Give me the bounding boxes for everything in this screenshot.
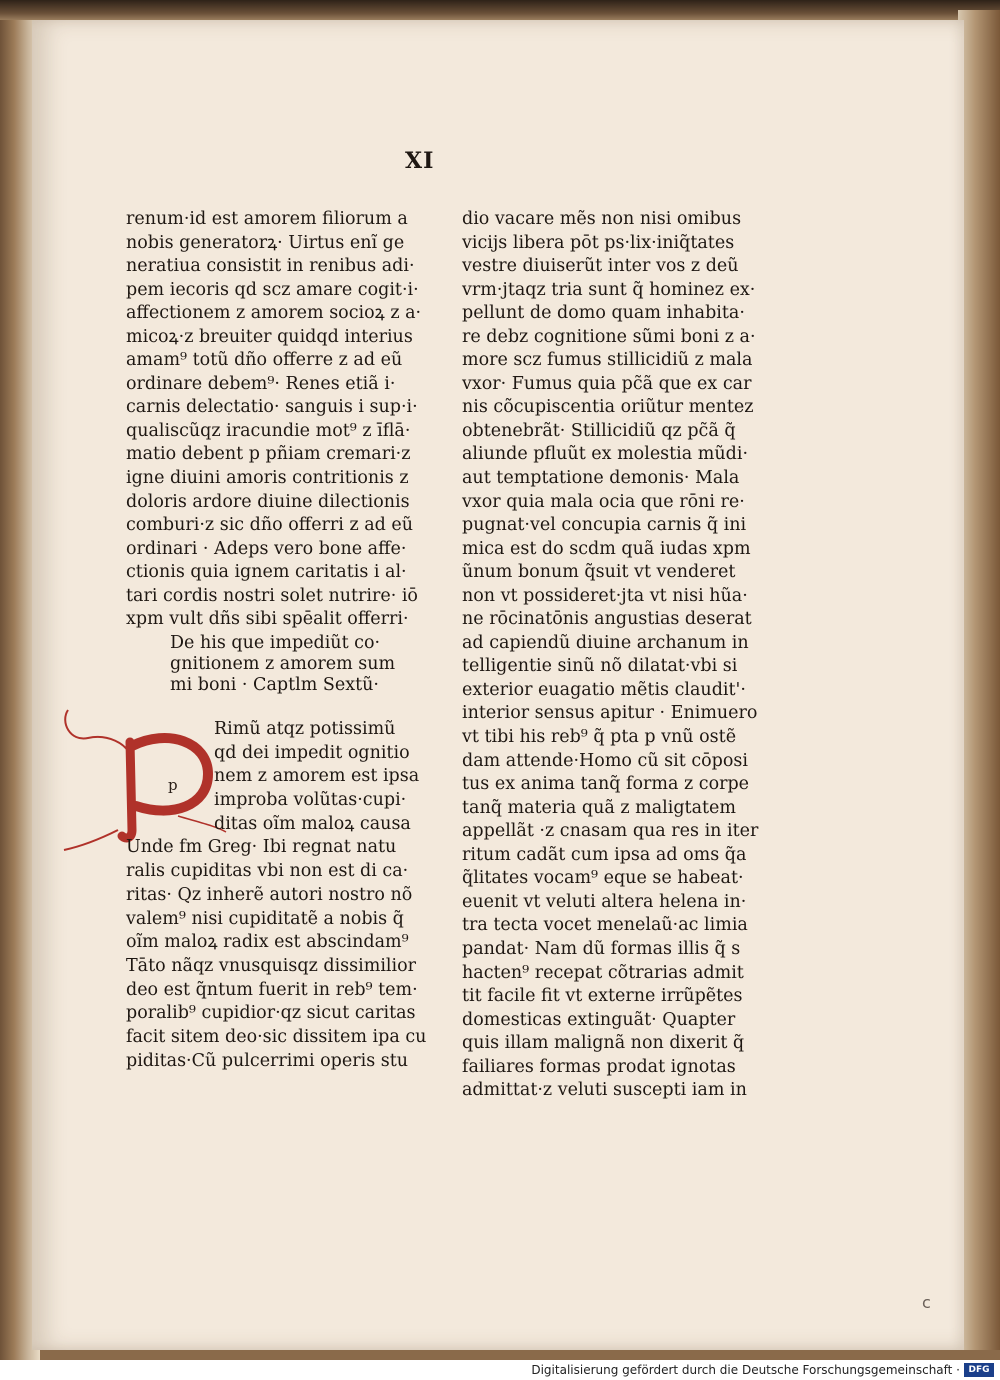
text-line: vt tibi his reb⁹ q̃ pta p vnũ ostẽ xyxy=(462,727,737,748)
text-line: tari cordis nostri solet nutrire· iō xyxy=(126,585,418,606)
pencil-mark: c xyxy=(922,1293,931,1312)
text-line: ũnum bonum q̃suit vt venderet xyxy=(462,562,736,583)
chapter-line: oĩm maloꝝ radix est abscindam⁹ xyxy=(126,932,409,953)
chapter-line: poralib⁹ cupidior·qz sicut caritas xyxy=(126,1003,416,1024)
chapter-heading xyxy=(170,633,430,696)
text-line: ad capiendũ diuine archanum in xyxy=(462,632,749,653)
text-line: carnis delectatio· sanguis i sup·i· xyxy=(126,397,418,418)
chapter-line: deo est q̃ntum fuerit in reb⁹ tem· xyxy=(126,979,418,1000)
text-line: igne diuini amoris contritionis z xyxy=(126,468,409,489)
text-line: nobis generatorꝝ· Uirtus enĩ ge xyxy=(126,232,405,253)
text-line: dio vacare mẽs non nisi omibus xyxy=(462,209,742,229)
chapter-line: ditas oĩm maloꝝ causa xyxy=(214,813,411,834)
text-line: ordinare debem⁹· Renes etiã i· xyxy=(126,373,396,394)
left-column xyxy=(126,208,426,632)
folio-number: XI xyxy=(405,148,435,174)
text-line: failiares formas prodat ignotas xyxy=(462,1056,736,1077)
text-line: pem iecoris qd scz amare cogit·i· xyxy=(126,279,419,300)
text-line: amam⁹ totũ dño offerre z ad eũ xyxy=(126,350,403,371)
text-line: ne rōcinatōnis angustias deserat xyxy=(462,609,752,630)
book-cover-top xyxy=(0,0,1000,22)
text-line: aliunde pfluũt ex molestia mũdi· xyxy=(462,444,749,465)
chapter-line: qd dei impedit ognitio xyxy=(214,742,410,763)
text-line: vrm·jtaqz tria sunt q̃ hominez ex· xyxy=(462,279,756,300)
text-line: neratiua consistit in renibus adi· xyxy=(126,256,415,277)
text-line: vicijs libera pōt ps·lix·iniq̃tates xyxy=(462,232,735,253)
text-line: dam attende·Homo cũ sit cōposi xyxy=(462,750,748,771)
chapter-line: ritas· Qz inherẽ autori nostro nõ xyxy=(126,884,413,905)
chapter-line: nem z amorem est ipsa xyxy=(214,766,420,787)
chapter-line: valem⁹ nisi cupiditatẽ a nobis q̃ xyxy=(126,908,404,929)
heading-line: De his que impediũt co· xyxy=(170,633,381,653)
footer-bar xyxy=(0,1360,1000,1380)
text-line: pandat· Nam dũ formas illis q̃ s xyxy=(462,938,741,959)
text-line: aut temptatione demonis· Mala xyxy=(462,468,740,489)
text-line: quis illam malignã non dixerit q̃ xyxy=(462,1033,745,1054)
text-line: qualiscũqz iracundie mot⁹ z īflā· xyxy=(126,420,411,441)
text-line: q̃litates vocam⁹ eque se habeat· xyxy=(462,868,744,889)
text-line: ordinari · Adeps vero bone affe· xyxy=(126,538,407,559)
text-line: comburi·z sic dño offerri z ad eũ xyxy=(126,515,414,536)
dfg-logo: DFG xyxy=(964,1363,994,1377)
text-line: nis cõcupiscentia oriũtur mentez xyxy=(462,397,754,418)
text-line: admittat·z veluti suscepti iam in xyxy=(462,1080,747,1101)
text-line: obtenebrãt· Stillicidiũ qz pc̃ã q̃ xyxy=(462,420,736,441)
text-line: vestre diuiserũt inter vos z deũ xyxy=(462,256,739,277)
text-line: ctionis quia ignem caritatis i al· xyxy=(126,562,407,583)
heading-line: mi boni · Captlm Sextũ· xyxy=(170,675,379,695)
text-line: xpm vult dñs sibi spēalit offerri· xyxy=(126,609,409,630)
text-line: more scz fumus stillicidiũ z mala xyxy=(462,350,753,371)
text-line: tanq̃ materia quã z maligtatem xyxy=(462,797,737,818)
chapter-line: Rimũ atqz potissimũ xyxy=(214,719,396,739)
chapter-line: ralis cupiditas vbi non est di ca· xyxy=(126,861,409,882)
initial-guide-letter: p xyxy=(168,776,178,794)
chapter-line: piditas·Cũ pulcerrimi operis stu xyxy=(126,1050,409,1071)
text-line: tus ex anima tanq̃ forma z corpe xyxy=(462,774,750,795)
book-cover-right xyxy=(958,10,1000,1350)
text-line: tit facile fit vt externe irrũpẽtes xyxy=(462,986,743,1007)
text-line: renum·id est amorem filiorum a xyxy=(126,209,408,229)
right-column xyxy=(462,208,762,1103)
text-line: doloris ardore diuine dilectionis xyxy=(126,491,410,512)
text-line: affectionem z amorem socioꝝ z a· xyxy=(126,303,422,324)
text-line: tra tecta vocet menelaũ·ac limia xyxy=(462,915,748,936)
chapter-line: Unde fm Greg· Ibi regnat natu xyxy=(126,837,397,858)
text-line: telligentie sinũ nõ dilatat·vbi si xyxy=(462,656,738,677)
text-line: appellãt ·z cnasam qua res in iter xyxy=(462,821,759,842)
text-line: vxor· Fumus quia pc̃ã que ex car xyxy=(462,373,752,394)
text-line: micoꝝ·z breuiter quidqd interius xyxy=(126,326,413,347)
text-line: re debz cognitione sũmi boni z a· xyxy=(462,326,756,347)
text-line: pugnat·vel concupia carnis q̃ ini xyxy=(462,515,747,536)
text-line: pellunt de domo quam inhabita· xyxy=(462,303,745,324)
chapter-text xyxy=(126,718,426,1073)
heading-line: gnitionem z amorem sum xyxy=(170,654,396,674)
text-line: domesticas extinguãt· Quapter xyxy=(462,1009,736,1030)
text-line: exterior euagatio mẽtis claudit'· xyxy=(462,679,746,700)
chapter-line: improba volũtas·cupi· xyxy=(214,790,407,811)
text-line: euenit vt veluti altera helena in· xyxy=(462,891,747,912)
text-line: interior sensus apitur · Enimuero xyxy=(462,703,758,724)
text-line: mica est do scdm quã iudas xpm xyxy=(462,538,751,559)
chapter-line: facit sitem deo·sic dissitem ipa cu xyxy=(126,1026,427,1047)
text-line: ritum cadãt cum ipsa ad oms q̃a xyxy=(462,844,747,865)
text-line: vxor quia mala ocia que rōni re· xyxy=(462,491,745,512)
chapter-line: Tāto nãqz vnusquisqz dissimilior xyxy=(126,955,417,976)
text-line: matio debent p pñiam cremari·z xyxy=(126,444,411,465)
text-line: hacten⁹ recepat cõtrarias admit xyxy=(462,962,744,983)
funding-notice: Digitalisierung gefördert durch die Deutsche Forschungsgemeinschaft · xyxy=(531,1363,960,1377)
text-line: non vt possideret·jta vt nisi hũa· xyxy=(462,585,748,606)
